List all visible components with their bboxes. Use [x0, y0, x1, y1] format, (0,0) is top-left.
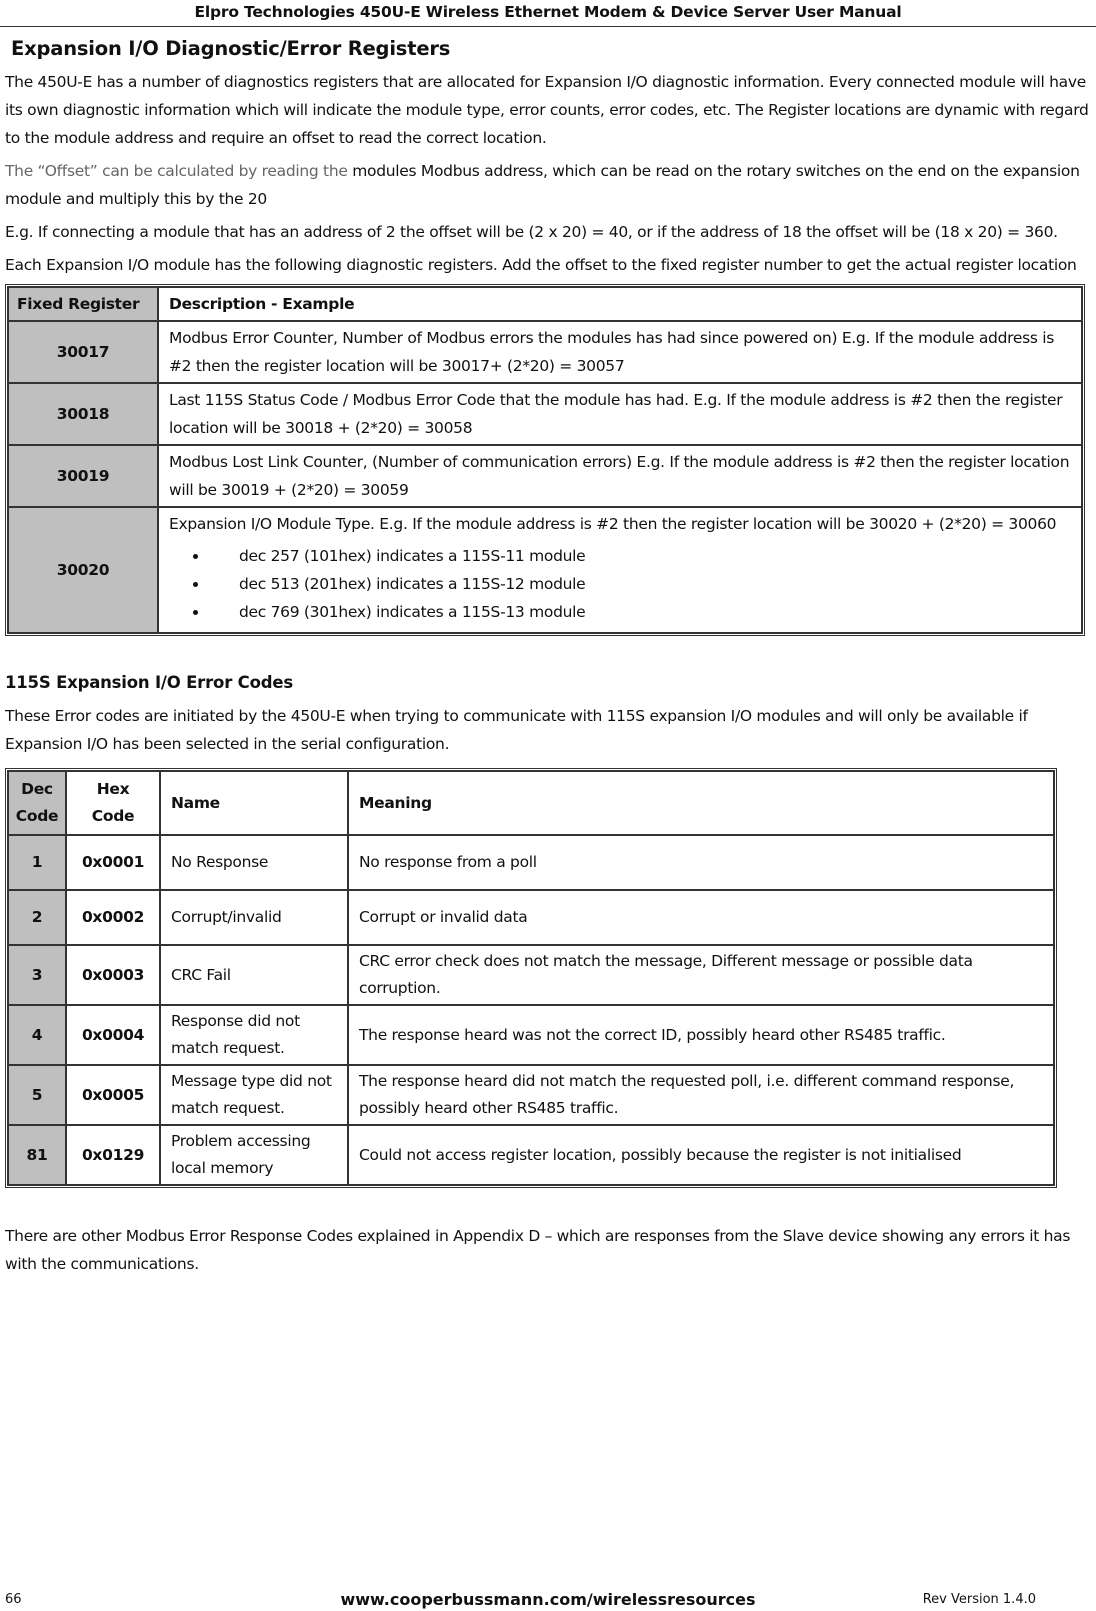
offset-lead-text: The “Offset” can be calculated by reading the — [5, 162, 348, 180]
dec-code-cell: 2 — [8, 890, 66, 945]
running-header: Elpro Technologies 450U-E Wireless Ethernet Modem & Device Server User Manual — [0, 0, 1096, 27]
column-header-hex-code: Hex Code — [66, 771, 160, 835]
dec-code-cell: 5 — [8, 1065, 66, 1125]
name-cell: No Response — [160, 835, 348, 890]
table-row — [8, 321, 1082, 383]
register-number: 30020 — [8, 507, 158, 633]
error-codes-title: 115S Expansion I/O Error Codes — [5, 673, 293, 692]
section-title: Expansion I/O Diagnostic/Error Registers — [11, 37, 451, 60]
column-header-description: Description - Example — [158, 287, 1082, 321]
table-header-row — [8, 771, 1054, 835]
name-cell: Corrupt/invalid — [160, 890, 348, 945]
table-row — [8, 383, 1082, 445]
register-description: Modbus Lost Link Counter, (Number of communication errors) E.g. If the module address is #2 then the register location will be 30019 + (2*20) = 30059 — [158, 445, 1082, 507]
module-type-list — [169, 542, 1071, 626]
column-header-fixed-register: Fixed Register — [8, 287, 158, 321]
revision-label: Rev Version 1.4.0 — [922, 1592, 1036, 1607]
register-number: 30019 — [8, 445, 158, 507]
meaning-cell: The response heard was not the correct ID, possibly heard other RS485 traffic. — [348, 1005, 1054, 1065]
hex-code-cell: 0x0004 — [66, 1005, 160, 1065]
offset-rest-text: modules Modbus address, which can be read on the rotary switches on the end on the expansion module and multiply this by the 20 — [5, 162, 1080, 208]
register-table — [5, 284, 1085, 636]
list-item: • dec 769 (301hex) indicates a 115S-13 module — [209, 598, 1071, 626]
list-item: • dec 257 (101hex) indicates a 115S-11 module — [209, 542, 1071, 570]
footer-url: www.cooperbussmann.com/wirelessresources — [340, 1590, 756, 1609]
column-header-dec-code: Dec Code — [8, 771, 66, 835]
hex-code-cell: 0x0005 — [66, 1065, 160, 1125]
hex-code-cell: 0x0001 — [66, 835, 160, 890]
meaning-cell: Could not access register location, possibly because the register is not initialised — [348, 1125, 1054, 1185]
register-description-text: Expansion I/O Module Type. E.g. If the module address is #2 then the register location will be 30020 + (2*20) = 30060 — [169, 515, 1057, 533]
register-number: 30018 — [8, 383, 158, 445]
table-row — [8, 507, 1082, 633]
page-footer — [0, 1590, 1096, 1610]
dec-code-cell: 4 — [8, 1005, 66, 1065]
table-row — [8, 835, 1054, 890]
registers-paragraph: Each Expansion I/O module has the following diagnostic registers. Add the offset to the fixed register number to get the actual register location — [5, 256, 1077, 274]
hex-code-cell: 0x0129 — [66, 1125, 160, 1185]
dec-code-cell: 1 — [8, 835, 66, 890]
dec-code-cell: 81 — [8, 1125, 66, 1185]
column-header-meaning: Meaning — [348, 771, 1054, 835]
intro-paragraph: The 450U-E has a number of diagnostics registers that are allocated for Expansion I/O diagnostic information. Every connected module will have its own diagnostic information which will indicate the module type, error counts, error codes, etc. The Register locations are dynamic with regard to the module address and require an offset to read the correct location. — [5, 73, 1089, 147]
column-header-name: Name — [160, 771, 348, 835]
register-number: 30017 — [8, 321, 158, 383]
closing-paragraph: There are other Modbus Error Response Codes explained in Appendix D – which are responses from the Slave device showing any errors it has with the communications. — [5, 1227, 1071, 1273]
meaning-cell: Corrupt or invalid data — [348, 890, 1054, 945]
meaning-cell: No response from a poll — [348, 835, 1054, 890]
page-number: 66 — [5, 1592, 22, 1607]
dec-code-cell: 3 — [8, 945, 66, 1005]
register-description: Modbus Error Counter, Number of Modbus errors the modules has had since powered on) E.g. If the module address is #2 then the register location will be 30017+ (2*20) = 30057 — [158, 321, 1082, 383]
table-row — [8, 1125, 1054, 1185]
table-header-row — [8, 287, 1082, 321]
offset-paragraph — [5, 157, 1091, 213]
meaning-cell: The response heard did not match the requested poll, i.e. different command response, possibly heard other RS485 traffic. — [348, 1065, 1054, 1125]
page-content — [5, 34, 1091, 1283]
table-row — [8, 445, 1082, 507]
example-paragraph: E.g. If connecting a module that has an address of 2 the offset will be (2 x 20) = 40, or if the address of 18 the offset will be (18 x 20) = 360. — [5, 223, 1058, 241]
error-code-table — [5, 768, 1057, 1188]
table-row — [8, 1065, 1054, 1125]
table-row — [8, 945, 1054, 1005]
name-cell: CRC Fail — [160, 945, 348, 1005]
hex-code-cell: 0x0002 — [66, 890, 160, 945]
meaning-cell: CRC error check does not match the message, Different message or possible data corruption. — [348, 945, 1054, 1005]
name-cell: Message type did not match request. — [160, 1065, 348, 1125]
register-description — [158, 507, 1082, 633]
name-cell: Response did not match request. — [160, 1005, 348, 1065]
table-row — [8, 1005, 1054, 1065]
error-codes-intro: These Error codes are initiated by the 450U-E when trying to communicate with 115S expansion I/O modules and will only be available if Expansion I/O has been selected in the serial configuration. — [5, 707, 1028, 753]
name-cell: Problem accessing local memory — [160, 1125, 348, 1185]
list-item: • dec 513 (201hex) indicates a 115S-12 module — [209, 570, 1071, 598]
register-description: Last 115S Status Code / Modbus Error Code that the module has had. E.g. If the module address is #2 then the register location will be 30018 + (2*20) = 30058 — [158, 383, 1082, 445]
hex-code-cell: 0x0003 — [66, 945, 160, 1005]
table-row — [8, 890, 1054, 945]
